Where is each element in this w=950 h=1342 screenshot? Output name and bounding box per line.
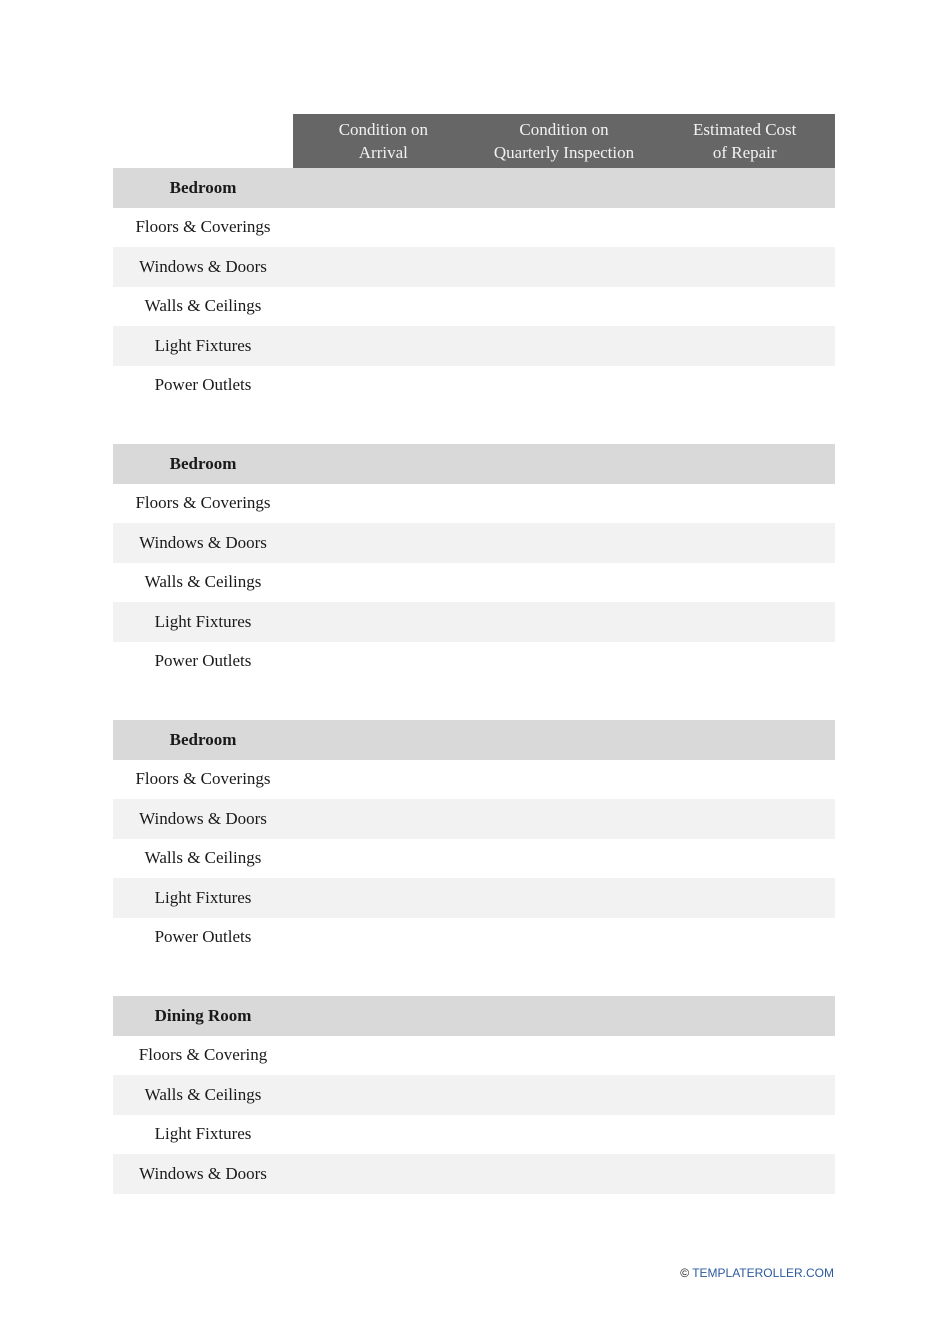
- entry-cell[interactable]: [293, 760, 474, 800]
- item-row: [113, 287, 835, 327]
- entry-cell[interactable]: [474, 287, 655, 327]
- entry-cell[interactable]: [474, 642, 655, 682]
- item-row-label: Walls & Ceilings: [144, 572, 262, 592]
- item-row-label: Light Fixtures: [154, 611, 252, 631]
- section-table: [113, 168, 835, 405]
- item-row: [113, 1075, 835, 1115]
- entry-cell[interactable]: [474, 444, 655, 484]
- entry-cell[interactable]: [474, 799, 655, 839]
- entry-cell[interactable]: [293, 878, 474, 918]
- item-row: [113, 760, 835, 800]
- entry-cell[interactable]: [293, 1154, 474, 1194]
- item-row-label: Light Fixtures: [154, 887, 252, 907]
- item-row-label: Power Outlets: [154, 927, 252, 947]
- entry-cell[interactable]: [474, 168, 655, 208]
- entry-cell[interactable]: [474, 720, 655, 760]
- item-row: [113, 208, 835, 248]
- entry-cell[interactable]: [474, 366, 655, 406]
- item-row-label: Windows & Doors: [139, 1163, 267, 1183]
- entry-cell[interactable]: [654, 168, 835, 208]
- entry-cell[interactable]: [293, 287, 474, 327]
- item-row-label: Floors & Covering: [138, 1045, 268, 1065]
- item-row: [113, 878, 835, 918]
- entry-cell[interactable]: [474, 563, 655, 603]
- entry-cell[interactable]: [293, 484, 474, 524]
- entry-cell[interactable]: [293, 720, 474, 760]
- entry-cell[interactable]: [474, 1154, 655, 1194]
- item-row: [113, 918, 835, 958]
- column-header-quarterly: Condition on Quarterly Inspection: [493, 120, 635, 162]
- entry-cell[interactable]: [654, 1115, 835, 1155]
- item-row: [113, 799, 835, 839]
- entry-cell[interactable]: [474, 523, 655, 563]
- entry-cell[interactable]: [474, 1115, 655, 1155]
- entry-cell[interactable]: [654, 996, 835, 1036]
- entry-cell[interactable]: [293, 918, 474, 958]
- item-row-label: Light Fixtures: [154, 1124, 252, 1144]
- entry-cell[interactable]: [293, 1036, 474, 1076]
- entry-cell[interactable]: [474, 878, 655, 918]
- entry-cell[interactable]: [474, 326, 655, 366]
- item-row: [113, 247, 835, 287]
- item-row: [113, 523, 835, 563]
- entry-cell[interactable]: [293, 168, 474, 208]
- entry-cell[interactable]: [654, 484, 835, 524]
- section-header-row-label: Bedroom: [169, 453, 237, 473]
- entry-cell[interactable]: [293, 444, 474, 484]
- entry-cell[interactable]: [293, 326, 474, 366]
- item-row-label: Floors & Coverings: [135, 493, 271, 513]
- entry-cell[interactable]: [474, 1075, 655, 1115]
- column-header-cost: Estimated Cost of Repair: [692, 120, 797, 162]
- section-header-row: [113, 720, 835, 760]
- item-row: [113, 1036, 835, 1076]
- item-row-label: Windows & Doors: [139, 808, 267, 828]
- section-table: [113, 720, 835, 957]
- entry-cell[interactable]: [293, 247, 474, 287]
- section-table: [113, 444, 835, 681]
- entry-cell[interactable]: [654, 720, 835, 760]
- item-row-label: Windows & Doors: [139, 256, 267, 276]
- entry-cell[interactable]: [654, 366, 835, 406]
- entry-cell[interactable]: [654, 563, 835, 603]
- entry-cell[interactable]: [654, 208, 835, 248]
- column-header-row: [293, 114, 835, 168]
- entry-cell[interactable]: [654, 1075, 835, 1115]
- entry-cell[interactable]: [654, 839, 835, 879]
- entry-cell[interactable]: [654, 287, 835, 327]
- item-row: [113, 1115, 835, 1155]
- entry-cell[interactable]: [293, 208, 474, 248]
- item-row-label: Floors & Coverings: [135, 217, 271, 237]
- entry-cell[interactable]: [474, 484, 655, 524]
- entry-cell[interactable]: [474, 208, 655, 248]
- item-row-label: Walls & Ceilings: [144, 848, 262, 868]
- entry-cell[interactable]: [293, 839, 474, 879]
- entry-cell[interactable]: [474, 996, 655, 1036]
- entry-cell[interactable]: [654, 1036, 835, 1076]
- item-row-label: Windows & Doors: [139, 532, 267, 552]
- entry-cell[interactable]: [654, 760, 835, 800]
- item-row: [113, 484, 835, 524]
- item-row: [113, 1154, 835, 1194]
- entry-cell[interactable]: [654, 523, 835, 563]
- entry-cell[interactable]: [654, 602, 835, 642]
- section-header-row: [113, 996, 835, 1036]
- entry-cell[interactable]: [293, 1075, 474, 1115]
- item-row: [113, 602, 835, 642]
- item-row: [113, 642, 835, 682]
- entry-cell[interactable]: [654, 642, 835, 682]
- entry-cell[interactable]: [654, 326, 835, 366]
- item-row: [113, 326, 835, 366]
- entry-cell[interactable]: [474, 839, 655, 879]
- entry-cell[interactable]: [293, 1115, 474, 1155]
- entry-cell[interactable]: [654, 1154, 835, 1194]
- item-row: [113, 366, 835, 406]
- entry-cell[interactable]: [293, 366, 474, 406]
- entry-cell[interactable]: [654, 247, 835, 287]
- entry-cell[interactable]: [474, 918, 655, 958]
- entry-cell[interactable]: [474, 602, 655, 642]
- item-row: [113, 839, 835, 879]
- item-row-label: Walls & Ceilings: [144, 1084, 262, 1104]
- brand-link[interactable]: TEMPLATEROLLER.COM: [692, 1266, 834, 1280]
- entry-cell[interactable]: [654, 878, 835, 918]
- entry-cell[interactable]: [654, 444, 835, 484]
- column-header-arrival: Condition on Arrival: [338, 120, 428, 162]
- item-row-label: Walls & Ceilings: [144, 296, 262, 316]
- section-header-row-label: Bedroom: [169, 177, 237, 197]
- item-row: [113, 563, 835, 603]
- entry-cell[interactable]: [293, 563, 474, 603]
- item-row-label: Power Outlets: [154, 375, 252, 395]
- entry-cell[interactable]: [293, 642, 474, 682]
- item-row-label: Floors & Coverings: [135, 769, 271, 789]
- entry-cell[interactable]: [474, 760, 655, 800]
- entry-cell[interactable]: [293, 523, 474, 563]
- entry-cell[interactable]: [654, 799, 835, 839]
- section-header-row-label: Dining Room: [154, 1005, 252, 1025]
- entry-cell[interactable]: [654, 918, 835, 958]
- entry-cell[interactable]: [474, 1036, 655, 1076]
- entry-cell[interactable]: [474, 247, 655, 287]
- entry-cell[interactable]: [293, 602, 474, 642]
- item-row-label: Light Fixtures: [154, 335, 252, 355]
- entry-cell[interactable]: [293, 799, 474, 839]
- footer-credit: [680, 1266, 834, 1280]
- copyright-symbol: ©: [680, 1266, 690, 1280]
- entry-cell[interactable]: [293, 996, 474, 1036]
- section-header-row-label: Bedroom: [169, 729, 237, 749]
- section-table: [113, 996, 835, 1194]
- item-row-label: Power Outlets: [154, 651, 252, 671]
- section-header-row: [113, 168, 835, 208]
- section-header-row: [113, 444, 835, 484]
